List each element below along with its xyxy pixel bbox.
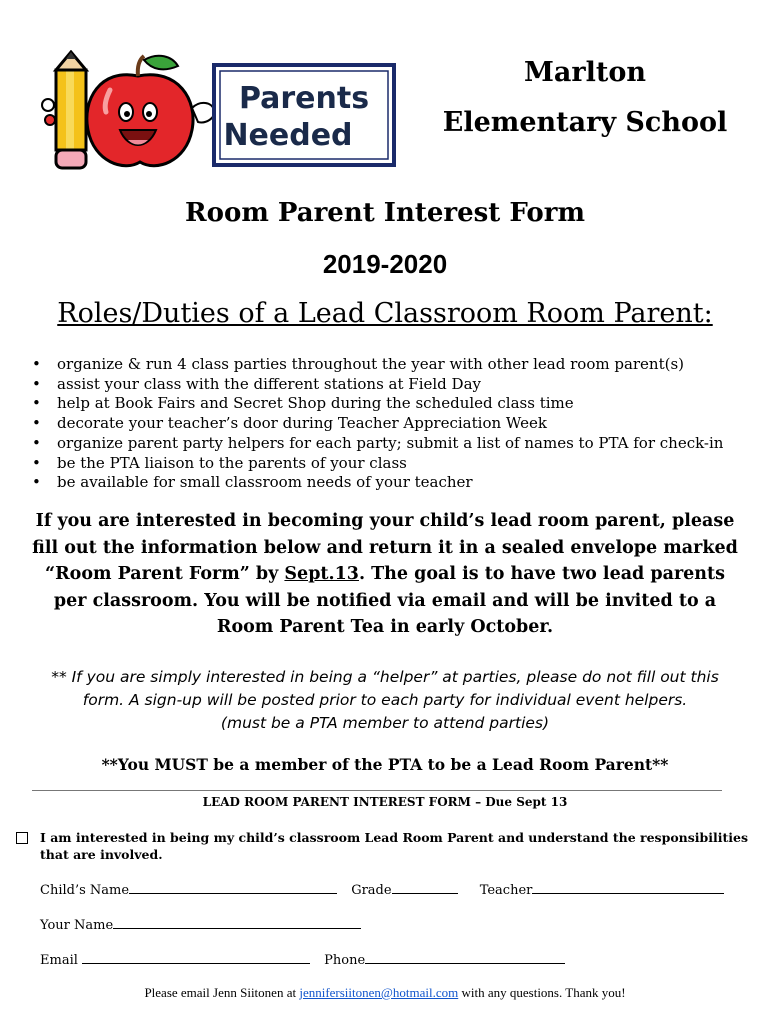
contact-row — [40, 951, 575, 968]
form-section-header: LEAD ROOM PARENT INTEREST FORM – Due Sept 13 — [202, 795, 568, 809]
childs-name-field — [40, 881, 337, 898]
helper-note — [40, 666, 730, 735]
your-name-label: Your Name — [40, 918, 114, 933]
interest-checkbox[interactable] — [16, 832, 28, 844]
duty-item: • organize parent party helpers for each party; submit a list of names to PTA for check-in — [30, 434, 750, 454]
phone-label: Phone — [324, 953, 366, 968]
email-label: Email — [40, 953, 78, 968]
child-info-row — [40, 881, 734, 898]
duty-item: • assist your class with the different stations at Field Day — [30, 375, 750, 395]
interest-text: If you are interested in becoming your child’s lead room parent, please fill out the information below and return it in a sealed envelope marked “Room Parent Form” by — [32, 511, 738, 584]
interest-text-end: . The goal is to have two lead parents per classroom. You will be notified via email and will be invited to a Room Parent Tea in early October. — [53, 564, 725, 637]
school-name — [430, 48, 740, 148]
roles-heading: Roles/Duties of a Lead Classroom Room Parent: — [57, 298, 713, 329]
logo-text-parents: Parents — [238, 81, 370, 116]
helper-note-line2: form. A sign-up will be posted prior to each party for individual event helpers. — [82, 691, 688, 709]
your-name-field — [40, 916, 361, 933]
school-name-line2: Elementary School — [442, 107, 728, 138]
email-input[interactable] — [82, 951, 310, 964]
school-year: 2019-2020 — [322, 249, 448, 279]
duty-item: • organize & run 4 class parties throughout the year with other lead room parent(s) — [30, 355, 750, 375]
duty-item: • decorate your teacher’s door during Teacher Appreciation Week — [30, 414, 750, 434]
phone-field — [324, 951, 565, 968]
duty-item: • help at Book Fairs and Secret Shop during the scheduled class time — [30, 394, 750, 414]
teacher-input[interactable] — [532, 881, 724, 894]
grade-input[interactable] — [392, 881, 458, 894]
teacher-field — [480, 881, 725, 898]
footer-text-end: with any questions. Thank you! — [458, 985, 626, 1000]
grade-label: Grade — [351, 883, 392, 898]
parents-needed-logo — [40, 50, 400, 175]
interest-paragraph — [30, 508, 740, 641]
logo-text-needed: Needed — [223, 118, 353, 153]
deadline-date: Sept.13 — [284, 564, 359, 584]
duties-list — [30, 355, 750, 493]
helper-note-line3: (must be a PTA member to attend parties) — [220, 714, 550, 732]
email-field — [40, 951, 310, 968]
duty-item: • be the PTA liaison to the parents of your class — [30, 454, 750, 474]
grade-field — [351, 881, 457, 898]
pta-requirement-note: **You MUST be a member of the PTA to be a Lead Room Parent** — [101, 755, 669, 774]
footer-contact — [0, 985, 770, 1001]
childs-name-label: Child’s Name — [40, 883, 130, 898]
your-name-input[interactable] — [113, 916, 361, 929]
duty-item: • be available for small classroom needs of your teacher — [30, 473, 750, 493]
form-title: Room Parent Interest Form — [185, 198, 585, 228]
your-name-row — [40, 916, 371, 933]
checkbox-label: I am interested in being my child’s classroom Lead Room Parent and understand the responsibilities that are involved. — [40, 830, 749, 862]
apple-pencil-illustration — [40, 50, 400, 175]
contact-email-link[interactable]: jennifersiitonen@hotmail.com — [299, 985, 459, 1000]
phone-input[interactable] — [365, 951, 565, 964]
school-name-line1: Marlton — [524, 57, 646, 88]
teacher-label: Teacher — [479, 883, 533, 898]
divider — [32, 790, 722, 791]
helper-note-line1: ** If you are simply interested in being a “helper” at parties, please do not fill out this — [51, 668, 719, 686]
childs-name-input[interactable] — [129, 881, 337, 894]
footer-text: Please email Jenn Siitonen at — [144, 985, 300, 1000]
